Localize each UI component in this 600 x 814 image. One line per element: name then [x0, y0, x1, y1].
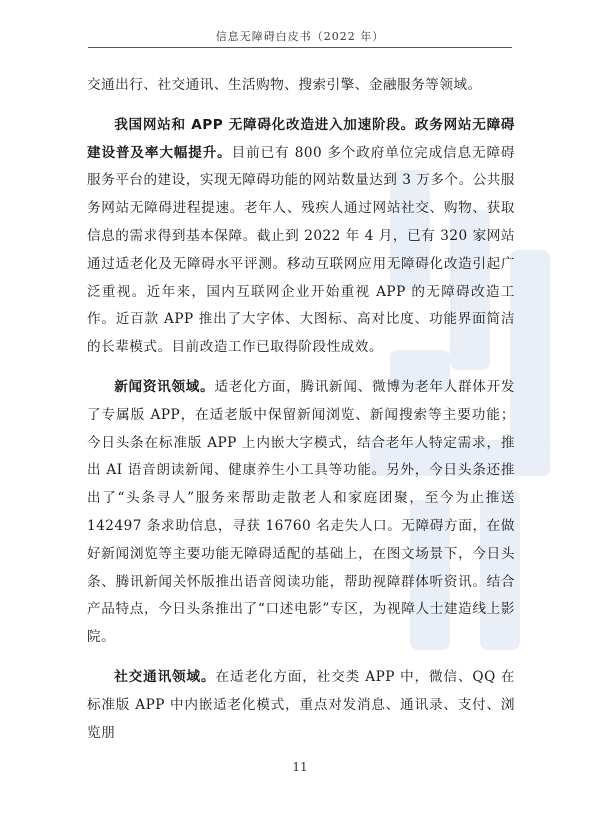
- paragraph-1: [87, 72, 515, 100]
- paragraph-3-text: 适老化方面，腾讯新闻、微博为老年人群体开发了专属版 APP，在适老版中保留新闻浏览、新闻搜索等主要功能；今日头条在标准版 APP 上内嵌大字模式，结合老年人特定需求，推出 AI 语音朗读新闻、健康养生小工具等功能。另外，今日头条还推出了“头条寻人”服务来帮助走散老人和家庭团聚，至今为止推送 142497 条求助信息，寻获 16760 名走失人口。无障碍方面，在做好新闻浏览等主要功能无障碍适配的基础上，在图文场景下，今日头条、腾讯新闻关怀版推出语音阅读功能，帮助视障群体听资讯。结合产品特点，今日头条推出了“口述电影”专区，为视障人士建造线上影院。: [87, 378, 516, 646]
- paragraph-4-text: 在适老化方面，社交类 APP 中，微信、QQ 在标准版 APP 中内嵌适老化模式，重点对发消息、通讯录、支付、浏览朋: [87, 668, 515, 741]
- running-header: 信息无障碍白皮书（2022 年）: [215, 30, 385, 43]
- body-text: [87, 72, 515, 759]
- paragraph-2: [87, 112, 515, 362]
- paragraph-4-heading: 社交通讯领域。: [114, 668, 216, 685]
- paragraph-1-text: 交通出行、社交通讯、生活购物、搜索引擎、金融服务等领域。: [87, 77, 482, 93]
- paragraph-4: [87, 664, 515, 747]
- page-number: 11: [292, 760, 308, 774]
- paragraph-2-heading: 我国网站和 APP 无障碍化改造进入加速阶段。政务网站无障碍建设普及率大幅提升。: [87, 116, 515, 161]
- paragraph-3: [87, 374, 515, 652]
- paragraph-3-heading: 新闻资讯领域。: [114, 378, 215, 395]
- header-rule: [88, 47, 512, 48]
- paragraph-2-text: 目前已有 800 多个政府单位完成信息无障碍服务平台的建设，实现无障碍功能的网站数量达到 3 万多个。公共服务网站无障碍进程提速。老年人、残疾人通过网站社交、购物、获取信息的需求得到基本保障。截止到 2022 年 4 月，已有 320 家网站通过适老化及无障碍水平评测。移动互联网应用无障碍化改造引起广泛重视。近年来，国内互联网企业开始重视 APP 的无障碍改造工作。近百款 APP 推出了大字体、大图标、高对比度、功能界面简洁的长辈模式。目前改造工作已取得阶段性成效。: [87, 144, 516, 356]
